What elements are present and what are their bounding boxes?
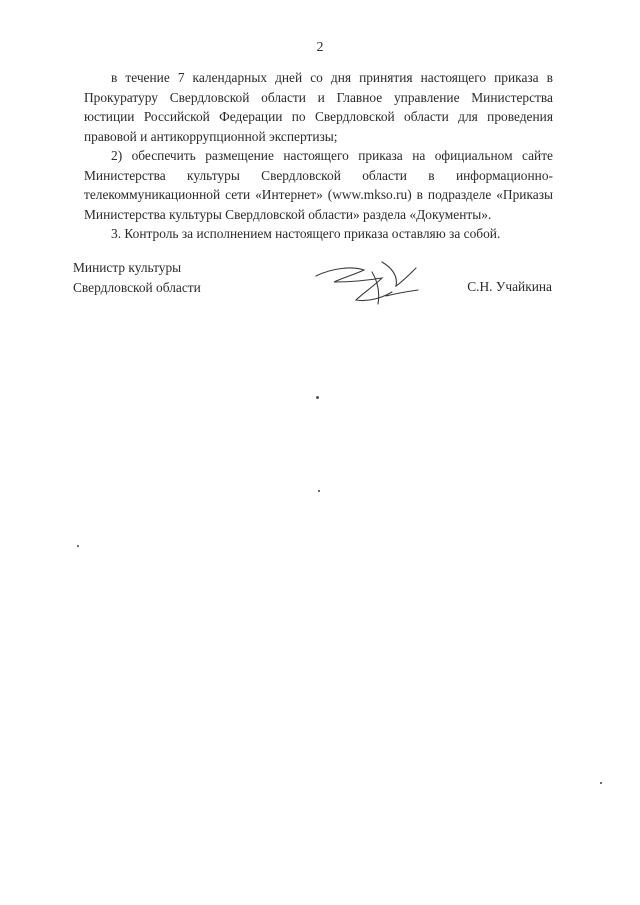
paragraph-control-clause: 3. Контроль за исполнением настоящего приказа оставляю за собой. [111, 226, 501, 241]
signatory-title-line1: Министр культуры [73, 260, 182, 275]
scan-speck [316, 396, 319, 399]
document-body [84, 68, 553, 244]
paragraph-website-publication: 2) обеспечить размещение настоящего приказа на официальном сайте Министерства культуры Свердловской области в информационно-телекоммуникационной сети «Интернет» (www.mkso.ru) в подразделе «Приказы Министерства культуры Свердловской области» раздела «Документы». [84, 148, 553, 222]
scan-speck [600, 782, 602, 784]
scan-speck [77, 545, 79, 547]
signatory-name: С.Н. Учайкина [467, 279, 552, 294]
signatory-title-line2: Свердловской области [73, 279, 201, 295]
signatory-title [73, 258, 201, 297]
handwritten-signature [312, 252, 422, 312]
scan-speck [318, 490, 320, 492]
paragraph-submission-deadline: в течение 7 календарных дней со дня принятия настоящего приказа в Прокуратуру Свердловской области и Главное управление Министерства юстиции Российской Федерации по Свердловской области для проведения правовой и антикоррупционной экспертизы; [84, 70, 553, 144]
page-number: 2 [316, 40, 324, 55]
